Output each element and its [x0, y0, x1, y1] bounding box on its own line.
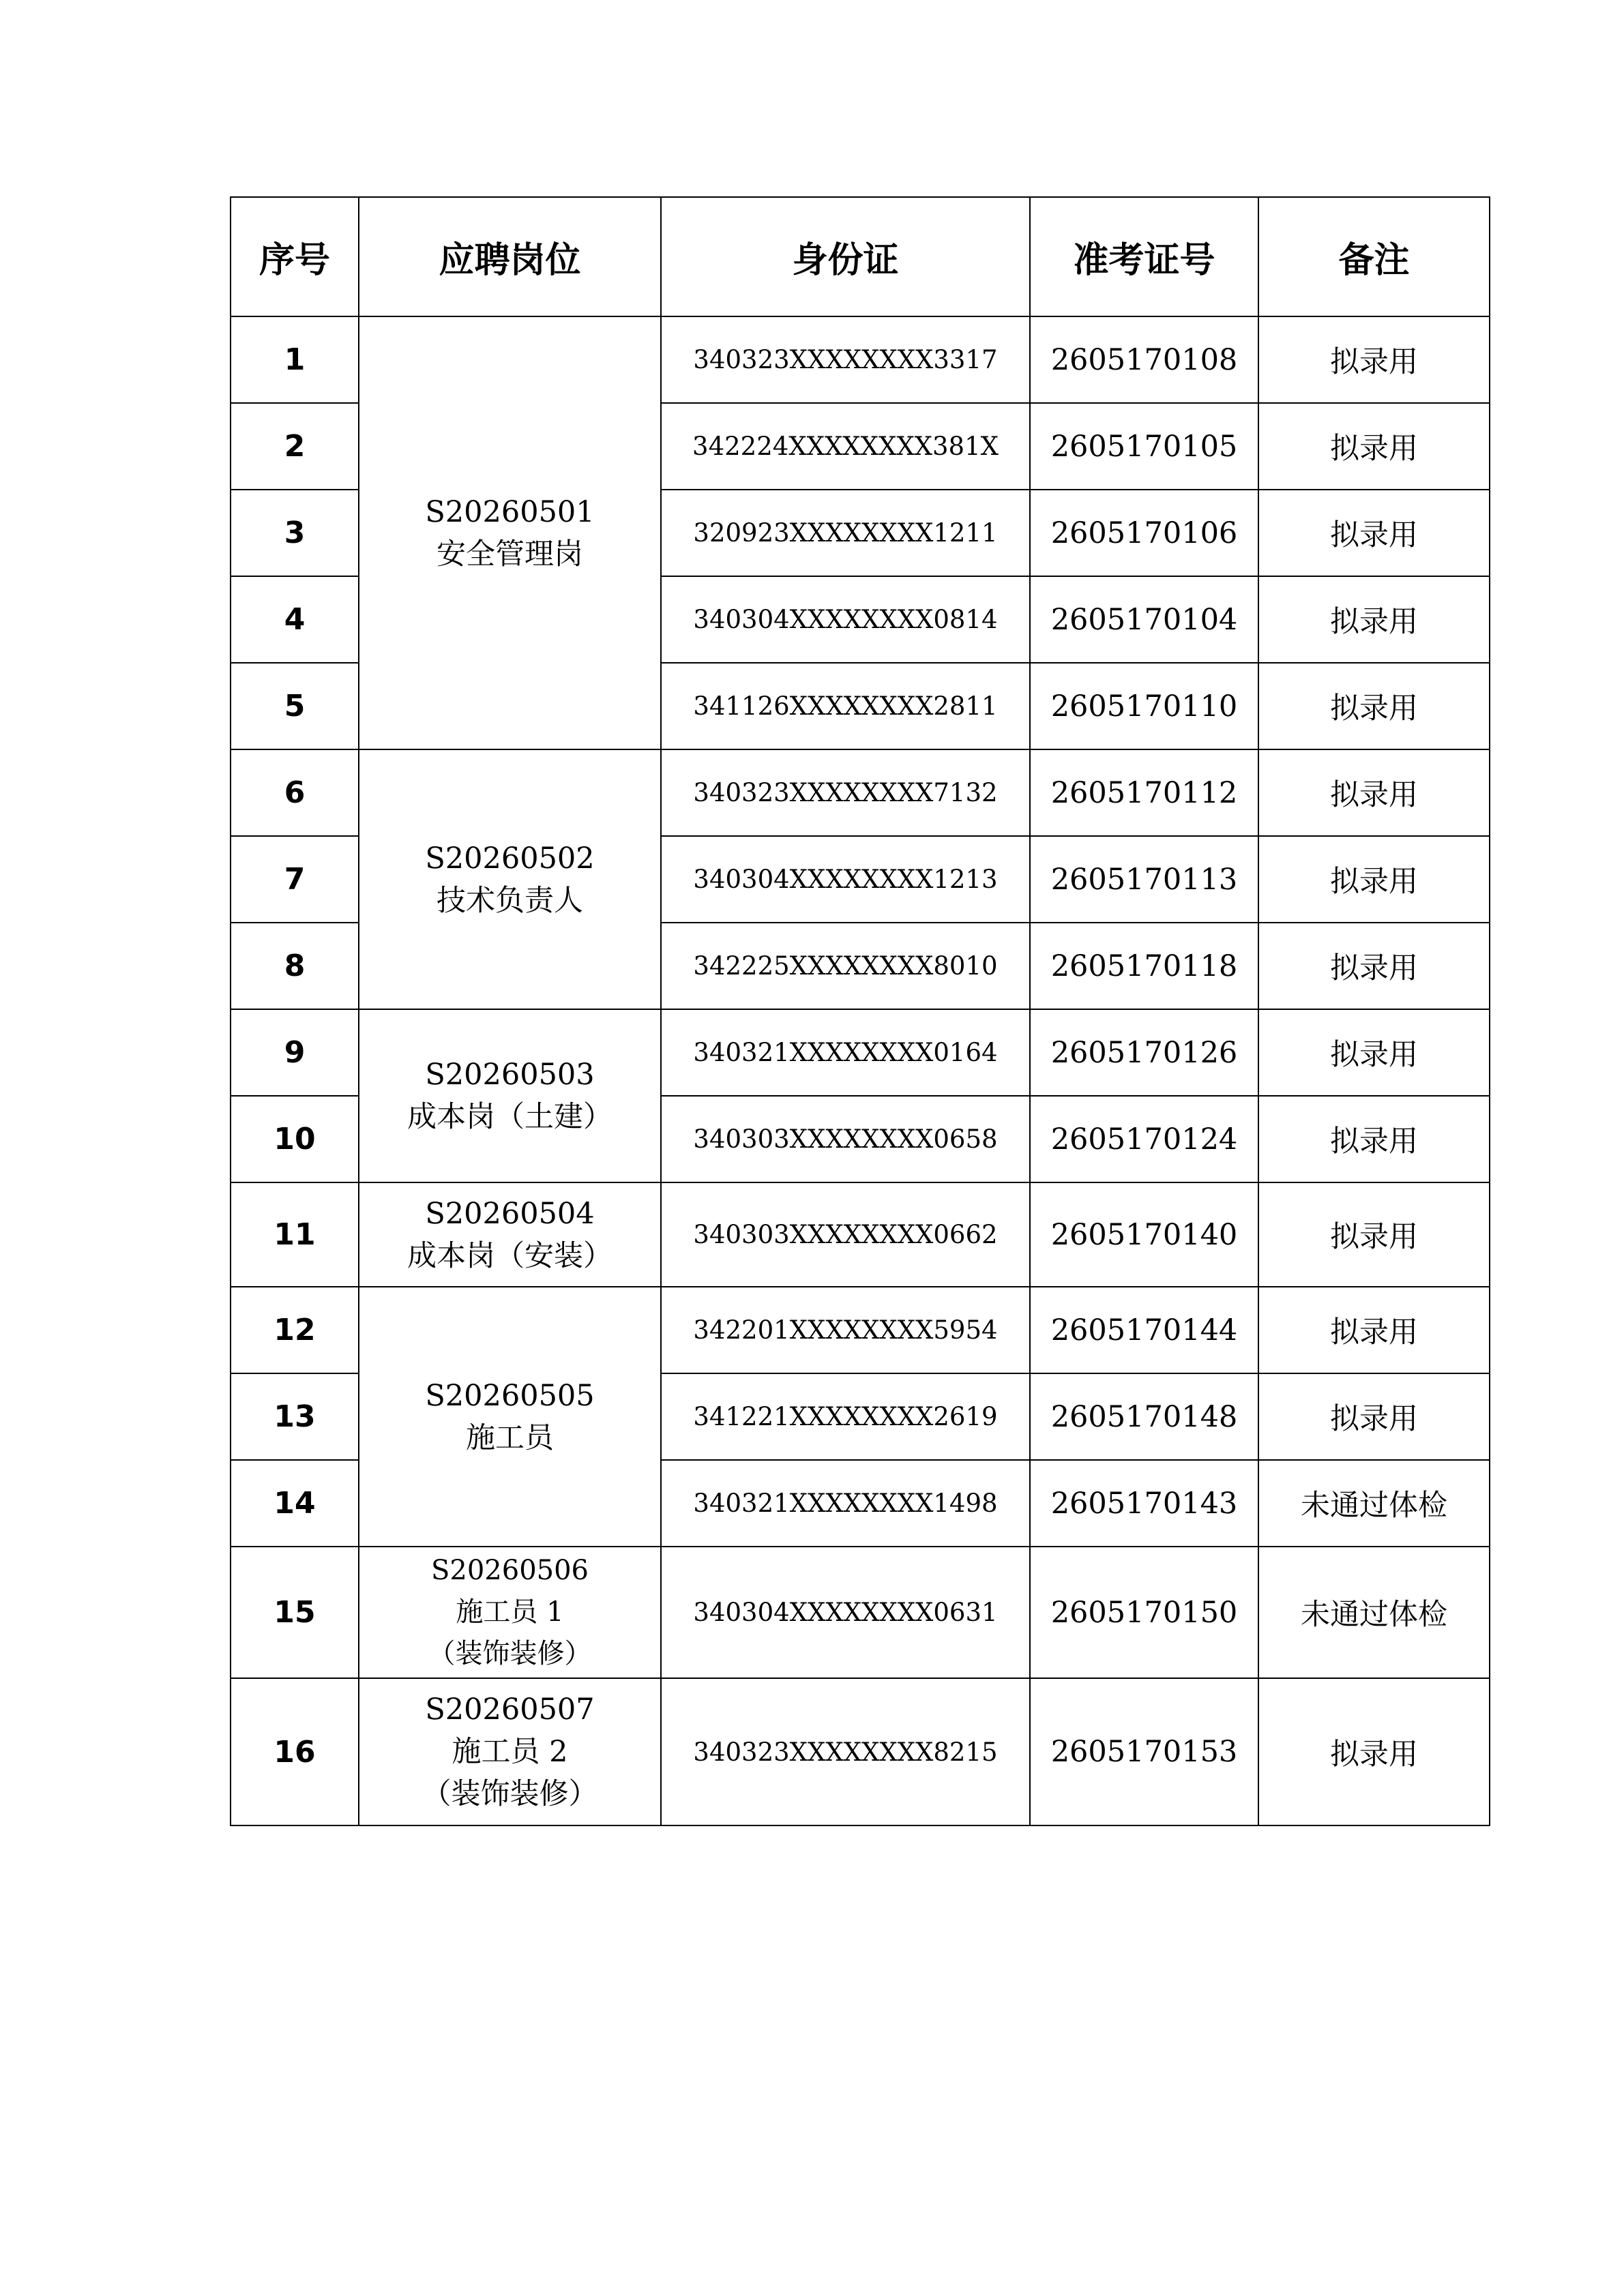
cell-remark: 拟录用	[1258, 923, 1490, 1009]
cell-remark: 未通过体检	[1258, 1547, 1490, 1678]
cell-serial-number: 3	[231, 490, 359, 576]
cell-position	[359, 316, 661, 749]
table-row	[231, 749, 1490, 836]
cell-remark: 拟录用	[1258, 1182, 1490, 1287]
cell-position	[359, 749, 661, 1009]
position-line: S20260506	[431, 1555, 589, 1586]
cell-id-card: 340304XXXXXXXX0631	[661, 1547, 1030, 1678]
cell-remark: 拟录用	[1258, 403, 1490, 490]
cell-remark: 拟录用	[1258, 1096, 1490, 1182]
cell-exam-number: 2605170148	[1030, 1373, 1258, 1460]
cell-remark: 未通过体检	[1258, 1460, 1490, 1547]
recruitment-result-table	[230, 196, 1490, 1826]
cell-serial-number: 16	[231, 1678, 359, 1825]
cell-id-card: 320923XXXXXXXX1211	[661, 490, 1030, 576]
header-exam-number: 准考证号	[1030, 197, 1258, 316]
cell-remark: 拟录用	[1258, 576, 1490, 663]
cell-serial-number: 7	[231, 836, 359, 923]
position-line: S20260502	[425, 841, 595, 876]
table-row	[231, 1009, 1490, 1096]
cell-exam-number: 2605170150	[1030, 1547, 1258, 1678]
cell-position	[359, 1678, 661, 1825]
cell-serial-number: 10	[231, 1096, 359, 1182]
cell-id-card: 340321XXXXXXXX0164	[661, 1009, 1030, 1096]
position-line: S20260503	[425, 1058, 595, 1092]
cell-exam-number: 2605170112	[1030, 749, 1258, 836]
cell-exam-number: 2605170144	[1030, 1287, 1258, 1373]
table-header-row	[231, 197, 1490, 316]
table-row	[231, 1287, 1490, 1373]
cell-position	[359, 1009, 661, 1182]
cell-exam-number: 2605170104	[1030, 576, 1258, 663]
cell-remark: 拟录用	[1258, 1287, 1490, 1373]
cell-id-card: 340323XXXXXXXX3317	[661, 316, 1030, 403]
cell-id-card: 340323XXXXXXXX8215	[661, 1678, 1030, 1825]
cell-position	[359, 1547, 661, 1678]
cell-id-card: 341126XXXXXXXX2811	[661, 663, 1030, 749]
cell-position	[359, 1287, 661, 1547]
cell-exam-number: 2605170110	[1030, 663, 1258, 749]
cell-serial-number: 13	[231, 1373, 359, 1460]
cell-serial-number: 15	[231, 1547, 359, 1678]
position-line: （装饰装修）	[422, 1777, 598, 1811]
position-line: S20260504	[425, 1196, 595, 1231]
cell-exam-number: 2605170106	[1030, 490, 1258, 576]
cell-serial-number: 14	[231, 1460, 359, 1547]
position-line: 施工员 2	[452, 1735, 568, 1769]
cell-id-card: 340303XXXXXXXX0658	[661, 1096, 1030, 1182]
cell-serial-number: 9	[231, 1009, 359, 1096]
cell-id-card: 341221XXXXXXXX2619	[661, 1373, 1030, 1460]
cell-remark: 拟录用	[1258, 490, 1490, 576]
position-line: S20260505	[425, 1378, 595, 1413]
position-line: 成本岗（土建）	[407, 1100, 612, 1134]
cell-exam-number: 2605170126	[1030, 1009, 1258, 1096]
cell-serial-number: 8	[231, 923, 359, 1009]
cell-position	[359, 1182, 661, 1287]
cell-id-card: 342225XXXXXXXX8010	[661, 923, 1030, 1009]
cell-exam-number: 2605170113	[1030, 836, 1258, 923]
cell-exam-number: 2605170118	[1030, 923, 1258, 1009]
table-row	[231, 1678, 1490, 1825]
cell-remark: 拟录用	[1258, 1678, 1490, 1825]
cell-id-card: 340321XXXXXXXX1498	[661, 1460, 1030, 1547]
cell-exam-number: 2605170105	[1030, 403, 1258, 490]
cell-id-card: 342201XXXXXXXX5954	[661, 1287, 1030, 1373]
cell-serial-number: 5	[231, 663, 359, 749]
cell-remark: 拟录用	[1258, 836, 1490, 923]
table-row	[231, 316, 1490, 403]
cell-serial-number: 4	[231, 576, 359, 663]
position-line: （装饰装修）	[428, 1638, 592, 1669]
table-body	[231, 316, 1490, 1825]
position-line: 成本岗（安装）	[407, 1238, 612, 1273]
position-line: 施工员	[466, 1420, 554, 1455]
cell-remark: 拟录用	[1258, 1373, 1490, 1460]
cell-exam-number: 2605170108	[1030, 316, 1258, 403]
cell-id-card: 340303XXXXXXXX0662	[661, 1182, 1030, 1287]
header-id-card: 身份证	[661, 197, 1030, 316]
cell-remark: 拟录用	[1258, 1009, 1490, 1096]
position-line: S20260507	[425, 1693, 595, 1727]
cell-remark: 拟录用	[1258, 663, 1490, 749]
position-line: S20260501	[425, 494, 595, 529]
cell-serial-number: 11	[231, 1182, 359, 1287]
header-position: 应聘岗位	[359, 197, 661, 316]
cell-serial-number: 1	[231, 316, 359, 403]
cell-id-card: 342224XXXXXXXX381X	[661, 403, 1030, 490]
header-remark: 备注	[1258, 197, 1490, 316]
cell-serial-number: 6	[231, 749, 359, 836]
cell-id-card: 340304XXXXXXXX0814	[661, 576, 1030, 663]
table-row	[231, 1182, 1490, 1287]
table-row	[231, 1547, 1490, 1678]
cell-id-card: 340304XXXXXXXX1213	[661, 836, 1030, 923]
cell-exam-number: 2605170124	[1030, 1096, 1258, 1182]
header-serial-number: 序号	[231, 197, 359, 316]
cell-exam-number: 2605170153	[1030, 1678, 1258, 1825]
cell-remark: 拟录用	[1258, 749, 1490, 836]
cell-id-card: 340323XXXXXXXX7132	[661, 749, 1030, 836]
cell-serial-number: 12	[231, 1287, 359, 1373]
position-line: 技术负责人	[437, 883, 583, 918]
cell-serial-number: 2	[231, 403, 359, 490]
cell-exam-number: 2605170143	[1030, 1460, 1258, 1547]
cell-remark: 拟录用	[1258, 316, 1490, 403]
position-line: 施工员 1	[456, 1596, 564, 1628]
position-line: 安全管理岗	[437, 537, 583, 571]
cell-exam-number: 2605170140	[1030, 1182, 1258, 1287]
